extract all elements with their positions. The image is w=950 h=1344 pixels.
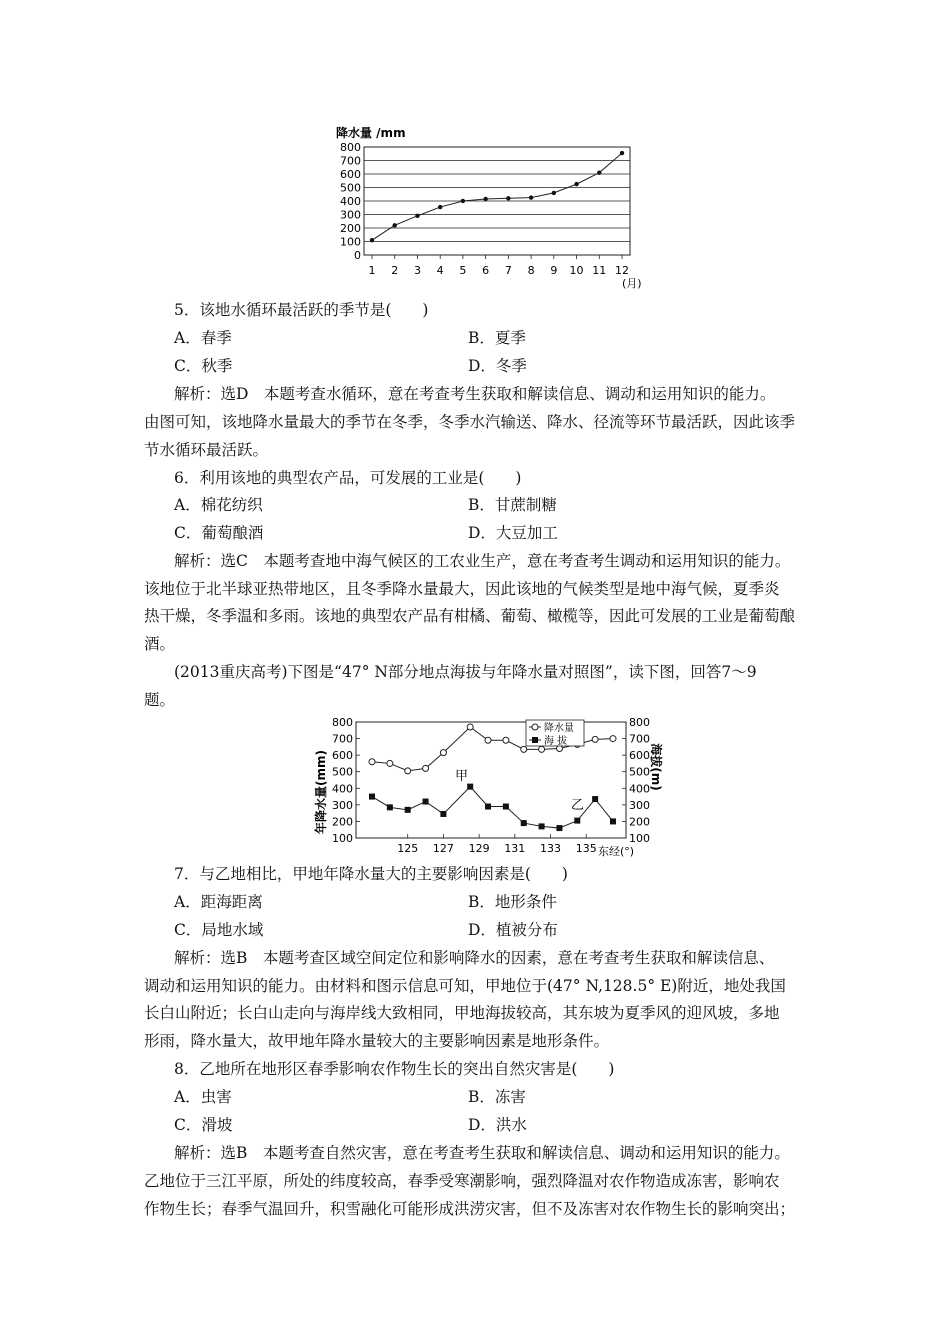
chart1-x-tick-label: 9 [550, 264, 558, 277]
chart1-data-point [529, 195, 533, 199]
precipitation-chart [330, 120, 660, 292]
chart2-elevation-point [369, 794, 375, 800]
chart1-data-point [574, 182, 578, 186]
chart2-precip-point [369, 759, 375, 765]
answer-8-line1: 解析：选B 本题考查自然灾害，意在考查考生获取和解读信息、调动和运用知识的能力。 [174, 1144, 790, 1162]
chart2-elevation-point [574, 818, 580, 824]
question-7: 7．与乙地相比，甲地年降水量大的主要影响因素是( ) [174, 865, 568, 883]
q7-option-b: B．地形条件 [468, 893, 557, 911]
chart2-y-tick-label-right: 100 [629, 832, 650, 845]
chart2-elevation-point [440, 811, 446, 817]
chart2-elevation-point [556, 825, 562, 831]
q8-option-a: A．虫害 [174, 1088, 232, 1106]
chart1-y-tick-label: 500 [340, 181, 361, 195]
chart2-y-tick-label-left: 700 [332, 732, 353, 746]
chart1-data-point [415, 214, 419, 218]
q7-option-a: A．距海距离 [174, 893, 263, 911]
chart1-y-tick-label: 0 [354, 249, 361, 262]
chart2-legend [526, 720, 584, 747]
chart2-x-tick-label: 131 [504, 842, 526, 855]
chart2-elevation-point [503, 804, 509, 810]
chart2-precip-point [440, 750, 446, 756]
answer-7-line1: 解析：选B 本题考查区域空间定位和影响降水的因素，意在考查考生获取和解读信息、 [174, 949, 775, 967]
chart1-x-tick-label: 7 [504, 264, 512, 277]
chart2-y-tick-label-right: 500 [629, 765, 650, 779]
chart2-elevation-point [610, 818, 616, 824]
chart2-precip-point [467, 724, 473, 730]
q6-option-c: C．葡萄酿酒 [174, 524, 264, 542]
intro-line1: (2013重庆高考)下图是“47° N部分地点海拔与年降水量对照图”，读下图，回答7～9 [174, 663, 757, 681]
chart2-y-tick-label-left: 100 [332, 832, 353, 845]
q5-option-d: D．冬季 [468, 357, 527, 375]
chart1-data-point [393, 223, 397, 227]
chart2-y-tick-label-left: 400 [332, 782, 353, 796]
chart2-precip-point [405, 768, 411, 774]
chart1-y-tick-label: 700 [340, 154, 361, 168]
chart2-precip-point [592, 736, 598, 742]
chart2-elevation-point [592, 796, 598, 802]
question-6: 6．利用该地的典型农产品，可发展的工业是( ) [174, 469, 522, 487]
chart1-x-tick-label: 3 [413, 264, 421, 277]
chart2-x-tick-label: 127 [432, 842, 454, 855]
chart2-precip-point [521, 746, 527, 752]
chart2-elevation-point [521, 820, 527, 826]
q6-option-a: A．棉花纺织 [174, 496, 263, 514]
chart2-x-tick-label: 129 [468, 842, 490, 855]
chart1-x-tick-label: 10 [569, 264, 584, 277]
legend-elev-marker [532, 737, 538, 743]
chart2-x-tick-label: 133 [540, 842, 562, 855]
chart2-x-tick-label: 125 [397, 842, 419, 855]
chart2-y-tick-label-left: 800 [332, 716, 353, 729]
chart1-y-tick-label: 300 [340, 208, 361, 222]
chart1-x-tick-label: 11 [592, 264, 607, 277]
answer-7-line3: 长白山附近；长白山走向与海岸线大致相同，甲地海拔较高，其东坡为夏季风的迎风坡，多地 [144, 1004, 780, 1022]
chart2-precip-point [387, 760, 393, 766]
chart2-ylabel-left: 年降水量(mm) [314, 750, 328, 834]
chart1-x-tick-label: 12 [615, 264, 629, 277]
chart1-data-point [438, 205, 442, 209]
legend-precip-marker [532, 724, 538, 730]
elevation-precipitation-chart [308, 712, 668, 862]
chart2-y-tick-label-right: 800 [629, 716, 650, 729]
chart1-data-point [620, 151, 624, 155]
chart2-xlabel: 东经(°) [598, 845, 635, 858]
chart2-precip-point [485, 737, 491, 743]
answer-5-line3: 节水循环最活跃。 [144, 441, 269, 459]
q8-option-d: D．洪水 [468, 1116, 527, 1134]
chart1-data-point [370, 238, 374, 242]
answer-5-line2: 由图可知，该地降水量最大的季节在冬季，冬季水汽输送、降水、径流等环节最活跃，因此该季 [144, 413, 796, 431]
chart2-y-tick-label-left: 200 [332, 815, 353, 829]
q7-option-c: C．局地水域 [174, 921, 264, 939]
intro-line2: 题。 [144, 691, 176, 709]
chart2-elevation-point [467, 784, 473, 790]
chart1-y-tick-label: 800 [340, 141, 361, 154]
chart1-x-tick-label: 6 [482, 264, 490, 277]
chart1-y-tick-label: 200 [340, 222, 361, 235]
q8-option-b: B．冻害 [468, 1088, 526, 1106]
chart1-x-tick-label: 8 [527, 264, 535, 277]
answer-8-line2: 乙地位于三江平原，所处的纬度较高，春季受寒潮影响，强烈降温对农作物造成冻害，影响农 [144, 1172, 780, 1190]
chart1-x-tick-label: 4 [436, 264, 444, 277]
q7-option-d: D．植被分布 [468, 921, 558, 939]
chart1-x-unit: (月) [622, 277, 642, 290]
chart1-data-point [597, 170, 601, 174]
chart1-y-tick-label: 100 [340, 235, 361, 249]
chart2-elevation-point [405, 807, 411, 813]
chart2-elevation-point [539, 823, 545, 829]
chart2-elevation-point [387, 804, 393, 810]
chart2-precip-point [610, 736, 616, 742]
chart2-precip-point [539, 746, 545, 752]
chart2-y-tick-label-left: 300 [332, 798, 353, 812]
answer-7-line4: 形雨，降水量大，故甲地年降水量较大的主要影响因素是地形条件。 [144, 1032, 610, 1050]
q8-option-c: C．滑坡 [174, 1116, 233, 1134]
marker-jia-label: 甲 [455, 769, 469, 784]
chart2-x-tick-label: 135 [575, 842, 597, 855]
answer-5-line1: 解析：选D 本题考查水循环，意在考查考生获取和解读信息、调动和运用知识的能力。 [174, 385, 776, 403]
chart1-y-tick-label: 600 [340, 168, 361, 181]
chart1-y-tick-label: 400 [340, 195, 361, 208]
chart1-data-point [552, 191, 556, 195]
chart2-elevation-point [485, 804, 491, 810]
q5-option-b: B．夏季 [468, 329, 526, 347]
chart2-precip-point [503, 737, 509, 743]
marker-yi-label: 乙 [571, 798, 585, 813]
question-8: 8．乙地所在地形区春季影响农作物生长的突出自然灾害是( ) [174, 1060, 615, 1078]
chart2-ylabel-right: 海拔(m) [649, 743, 663, 791]
q5-option-a: A．春季 [174, 329, 232, 347]
chart2-y-tick-label-right: 400 [629, 782, 650, 796]
chart1-data-point [461, 199, 465, 203]
legend-elev-label: 海 拔 [544, 736, 568, 747]
chart2-precip-point [423, 765, 429, 771]
answer-6-line1: 解析：选C 本题考查地中海气候区的工农业生产，意在考查考生调动和运用知识的能力。 [174, 552, 791, 570]
chart1-series-line [372, 153, 622, 240]
q6-option-d: D．大豆加工 [468, 524, 558, 542]
q6-option-b: B．甘蔗制糖 [468, 496, 557, 514]
chart1-title: 降水量 /mm [336, 126, 406, 140]
chart2-y-tick-label-right: 700 [629, 732, 650, 746]
answer-6-line3: 热干燥，冬季温和多雨。该地的典型农产品有柑橘、葡萄、橄榄等，因此可发展的工业是葡萄酿 [144, 607, 796, 625]
answer-6-line4: 酒。 [144, 635, 176, 653]
chart2-y-tick-label-right: 600 [629, 749, 650, 763]
chart1-data-point [483, 197, 487, 201]
answer-6-line2: 该地位于北半球亚热带地区，且冬季降水量最大，因此该地的气候类型是地中海气候，夏季炎 [144, 580, 780, 598]
chart1-data-point [506, 196, 510, 200]
chart2-y-tick-label-left: 500 [332, 765, 353, 779]
chart2-elevation-point [423, 799, 429, 805]
question-5: 5．该地水循环最活跃的季节是( ) [174, 301, 429, 319]
answer-7-line2: 调动和运用知识的能力。由材料和图示信息可知，甲地位于(47° N,128.5° E)附近，地处我国 [144, 977, 786, 995]
chart1-x-tick-label: 2 [391, 264, 399, 277]
chart2-y-tick-label-right: 300 [629, 798, 650, 812]
chart1-x-tick-label: 1 [368, 264, 376, 277]
answer-8-line3: 作物生长；春季气温回升，积雪融化可能形成洪涝灾害，但不及冻害对农作物生长的影响突出； [144, 1200, 796, 1218]
q5-option-c: C．秋季 [174, 357, 233, 375]
chart2-y-tick-label-left: 600 [332, 749, 353, 763]
chart1-x-tick-label: 5 [459, 264, 467, 277]
chart2-y-tick-label-right: 200 [629, 815, 650, 829]
legend-precip-label: 降水量 [544, 723, 574, 734]
